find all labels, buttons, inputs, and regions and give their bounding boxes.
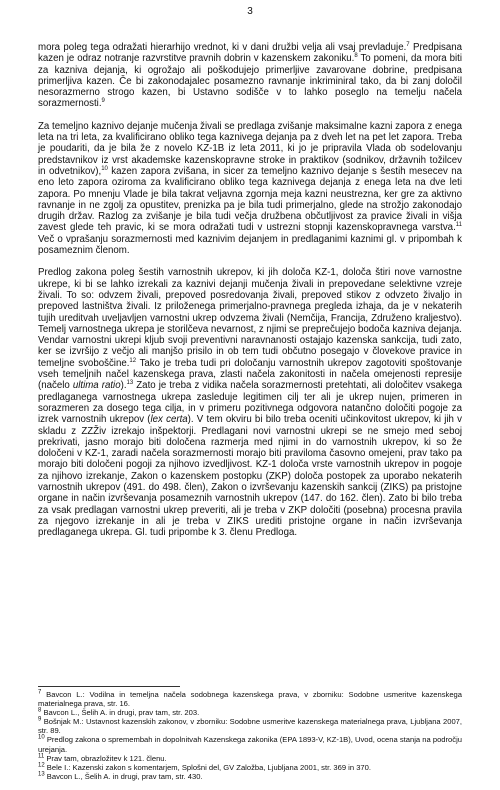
text-run: Predpisana kazen je odraz notranje razvrstitve pravnih dobrin v kazenskem zakoniku. [38, 42, 463, 65]
footnote-text: Predlog zakona o spremembah in dopolnitvah Kazenskega zakonika (EPA 1893-V, KZ-1B), Uvod, ocena stanja na področju urejanja. [38, 735, 462, 754]
footnote-list [38, 690, 462, 781]
footnote [38, 754, 462, 763]
footnote [38, 763, 462, 772]
body-text [38, 42, 462, 538]
footnote-reference: 9 [101, 98, 105, 105]
text-run: Tako je treba tudi pri določanju varnostnih ukrepov zagotoviti spoštovanje vseh temeljnih načel kazenskega prava, zlasti načela zakonitosti in načela omejenosti represije (načelo [38, 357, 462, 392]
paragraph [38, 121, 462, 257]
text-run: Več o vprašanju sorazmernosti med kaznivim dejanjem in predlaganimi kaznimi gl. v pripombah k posameznim členom. [38, 233, 462, 257]
footnote-reference: 12 [129, 357, 137, 364]
text-run: kazen zapora zvišana, in sicer za temeljno kaznivo dejanje s šestih mesecev na eno leto zapora oziroma za kvalificirano obliko tega kaznivega dejanja z enega leta na dve leti zapora. Po mnenju Vlade je bila takrat veljavna zgornja meja kazni neustrezna, ker gre za aktivno ravnanje in ne zgolj za opustitev, prenizka pa je bila tudi primerjalno, glede na strožjo zakonodajo drugih držav. Razlog za zvišanje je bila tudi večja družbena občutljivost za pravice živali in višja zavest glede teh pravic, ki se mora odražati tudi v ustrezni stopnji kazenskopravnega varstva. [38, 165, 462, 234]
footnote-text: Bele I.: Kazenski zakon s komentarjem, Splošni del, GV Založba, Ljubljana 2001, str. 369 in 370. [44, 762, 371, 772]
text-run: mora poleg tega odražati hierarhijo vrednot, ki v dani družbi velja ali vsaj prevladuje. [38, 42, 407, 53]
footnote [38, 772, 462, 781]
footnote-number: 9 [38, 716, 42, 723]
footnote-number: 10 [38, 734, 45, 741]
footnote-text: Bošnjak M.: Ustavnost kazenskih zakonov, v zborniku: Sodobne usmeritve kazenskega materialnega prava, Ljubljana 2007, str. 89. [38, 717, 462, 736]
footnote-number: 8 [38, 707, 42, 714]
footnote [38, 735, 462, 753]
footnote-reference: 11 [455, 222, 462, 229]
italic-text: lex certa [150, 414, 188, 426]
footnotes [38, 686, 462, 781]
text-run: Za temeljno kaznivo dejanje mučenja živali se predlaga zvišanje maksimalne kazni zapora z enega leta na tri leta, za kvalificirano obliko tega kaznivega dejanja pa z dveh let na pet let zapora. Treba je poudariti, da je bila že z novelo KZ-1B iz leta 2011, ki jo je pripravila Vlada ob sodelovanju predstavnikov iz vrst akademske kazenskopravne stroke in praktikov (sodnikov, državnih tožilcev in odvetnikov), [38, 120, 462, 177]
footnote-text: Bavcon L., Šelih A. in drugi, prav tam, str. 430. [44, 771, 203, 781]
footnote-number: 13 [38, 771, 45, 778]
footnote [38, 708, 462, 717]
text-run: Predlog zakona poleg šestih varnostnih ukrepov, ki jih določa KZ-1, določa štiri nove varnostne ukrepe, ki bi se lahko izrekali za kaznivi dejanji mučenja živali in prepovedane selektivne vzreje živali. To so: odvzem živali, prepoved posredovanja živali, prepoved stikov z odvzeto živaljo in prepoved lastništva živali. Iz priloženega primerjalno-pravnega pregleda izhaja, da je v nekaterih tujih ureditvah uveljavljen varnostni ukrep odvzema živali (Nemčija, Francija, Združeno kraljestvo). Temelj varnostnega ukrepa je storilčeva nevarnost, z njimi se preprečujejo bodoča kazniva dejanja. Vendar varnostni ukrepi kljub svoji preventivni naravnanosti ostajajo kazenska sankcija, tudi zato, ker se izvršijo z večjo ali manjšo prisilo in ob tem tudi občutno posegajo v človekove pravice in temeljne svoboščine. [38, 267, 462, 369]
footnote-text: Bavcon L., Šelih A. in drugi, prav tam, str. 203. [41, 708, 200, 718]
text-run: To pomeni, da mora biti za kazniva dejanja, ki ogrožajo ali poškodujejo primerljive zavarovane dobrine, predpisana primerljiva kazen. Če bi zakonodajalec posamezno ravnanje inkriminiral tako, da bi zanj določil nesorazmerno strogo kazen, bi Ustavno sodišče v to lahko poseglo na temelju načela sorazmernosti. [38, 53, 462, 110]
footnote-number: 12 [38, 762, 45, 769]
footnote-reference: 8 [354, 53, 358, 60]
text-run: ). V tem okviru bi bilo treba oceniti učinkovitost ukrepov, ki jih v skladu z ZZŽiv izrekajo inšpektorji. Predlagani novi varnostni ukrepi se ne smejo med seboj prekrivati, jasno morajo biti določena razmerja med njimi in do varnostnih ukrepov, ki so že določeni v KZ-1, zaradi načela sorazmernosti morajo biti praviloma časovno omejeni, prav tako pa morajo biti določeni pogoji za njihovo izvedljivost. KZ-1 določa vrste varnostnih ukrepov in pogoje za njihovo izrekanje, Zakon o kazenskem postopku (ZKP) določa postopek za uporabo nekaterih varnostnih ukrepov (491. do 498. člen), Zakon o izvrševanju kazenskih sankcij (ZIKS) pa pristojne organe in način izvrševanja posameznih varnostnih ukrepov (147. do 162. člen). Zato bi bilo treba za vsak predlagan varnostni ukrep preveriti, ali je treba v ZKP določiti (posebna) procesna pravila za njegovo izrekanje in ali je treba v ZIKS urediti pristojne organe in način izvrševanja predlaganega ukrepa. Gl. tudi pripombe k 3. členu Predloga. [38, 414, 462, 539]
footnote-reference: 7 [406, 41, 410, 48]
footnote-number: 7 [38, 689, 42, 696]
text-run: ). [120, 380, 127, 392]
italic-text: ultima ratio [72, 380, 121, 392]
footnote-separator [38, 686, 180, 687]
footnote-text: Prav tam, obrazložitev k 121. členu. [44, 753, 167, 763]
footnote [38, 717, 462, 735]
footnote-reference: 10 [101, 165, 108, 172]
paragraph [38, 267, 462, 538]
text-run: Zato je treba z vidika načela sorazmernosti pretehtati, ali določitev vsakega predlaganega varnostnega ukrepa zasleduje legitimen cilj ter ali je ukrep nujen, primeren in sorazmeren za dosego tega cilja, in v primeru pozitivnega odgovora natančno določiti pogoje za izrek varnostnih ukrepov ( [38, 380, 462, 426]
footnote-number: 11 [38, 753, 45, 760]
paragraph [38, 42, 462, 110]
footnote [38, 690, 462, 708]
page-number: 3 [247, 6, 253, 17]
footnote-text: Bavcon L.: Vodilna in temeljna načela sodobnega kazenskega prava, v zborniku: Sodobne usmeritve kazenskega materialnega prava, str. 16. [38, 690, 462, 709]
footnote-reference: 13 [126, 380, 134, 387]
